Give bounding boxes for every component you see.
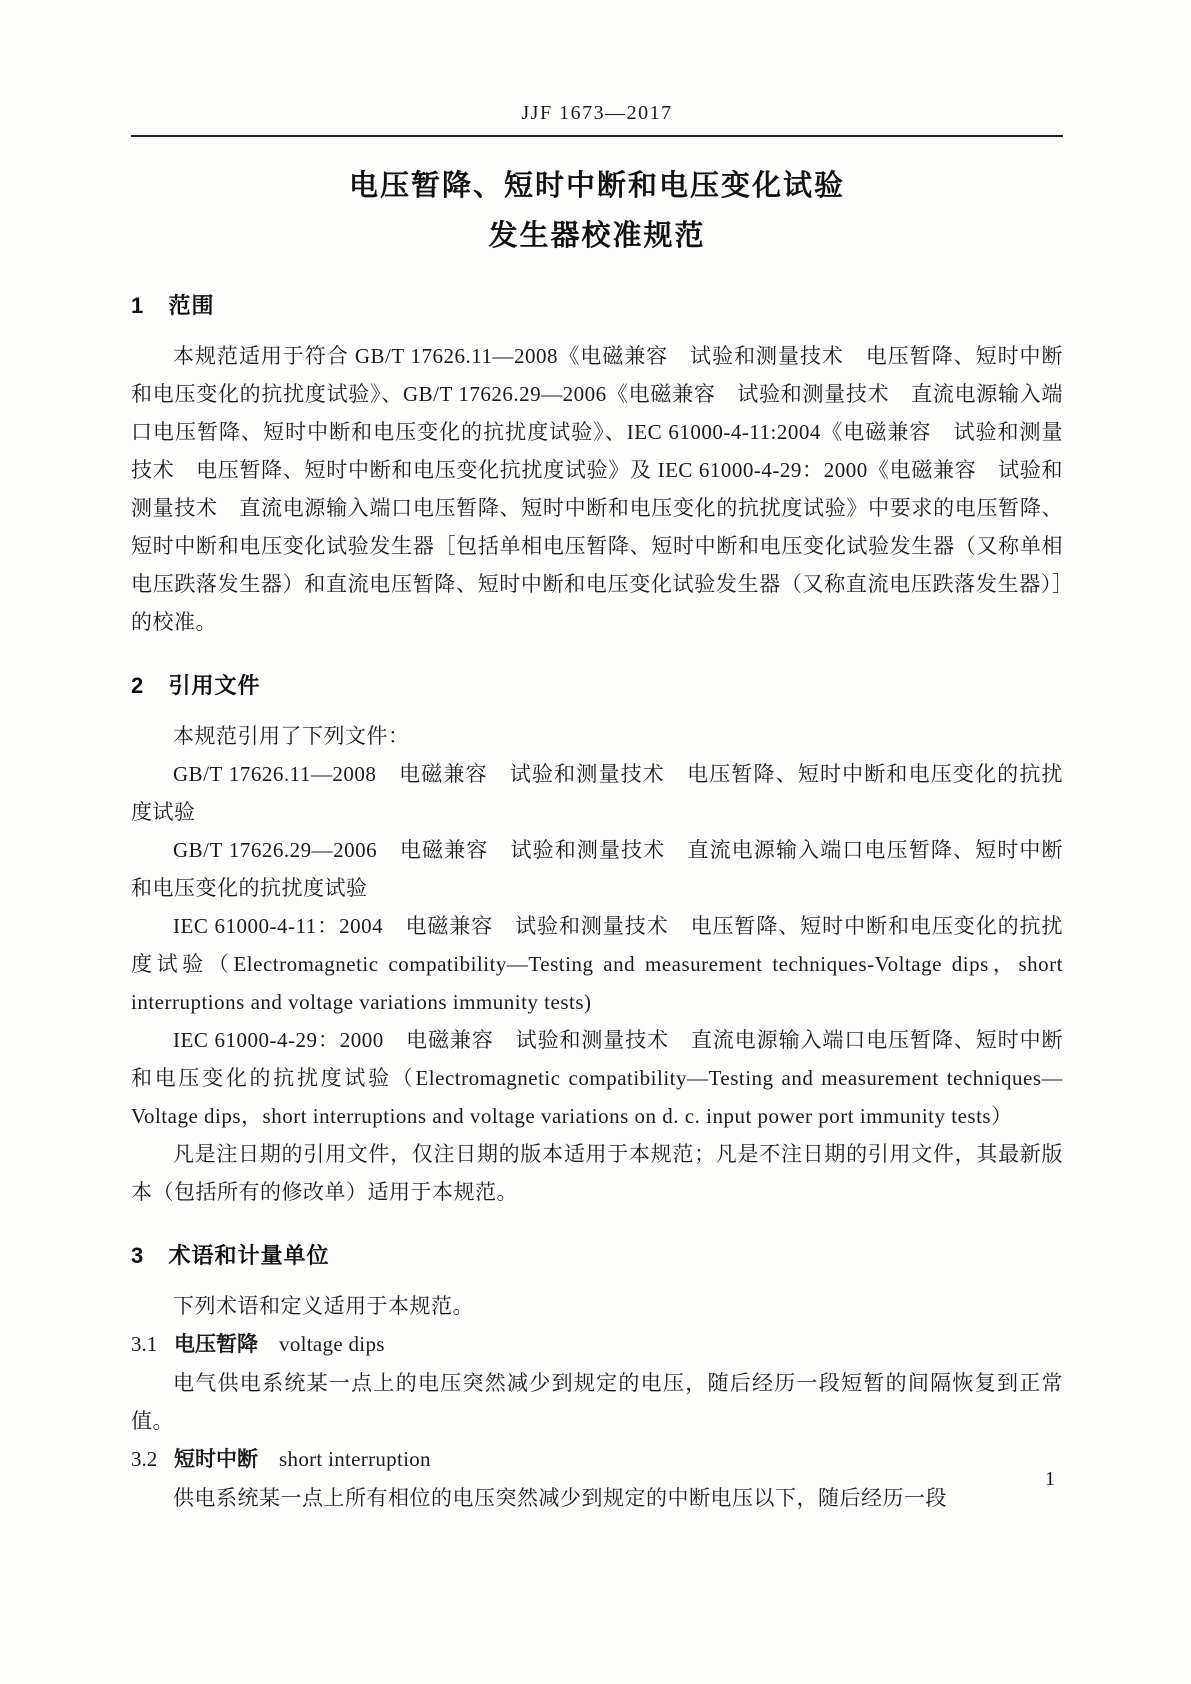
header-divider [131,135,1063,137]
standard-code: JJF 1673—2017 [521,102,673,124]
section-1-title: 范围 [168,293,215,318]
section-1-number: 1 [131,293,145,318]
reference-entry: GB/T 17626.11—2008 电磁兼容 试验和测量技术 电压暂降、短时中断和电压变化的抗扰度试验 [131,762,1063,824]
title-line-1: 电压暂降、短时中断和电压变化试验 [348,170,845,202]
term-definition: 电气供电系统某一点上的电压突然减少到规定的电压，随后经历一段短暂的间隔恢复到正常值。 [131,1371,1063,1433]
references-intro: 本规范引用了下列文件： [173,724,410,748]
section-terms [131,1241,1063,1517]
term-entry-3-1 [131,1325,1063,1364]
section-3-heading [131,1241,1063,1271]
scope-paragraph: 本规范适用于符合 GB/T 17626.11—2008《电磁兼容 试验和测量技术 电压暂降、短时中断和电压变化的抗扰度试验》、GB/T 17626.29—2006《电磁兼容 试验和测量技术 直流电源输入端口电压暂降、短时中断和电压变化的抗扰度试验》、IEC 61000-4-11:2004《电磁兼容 试验和测量技术 电压暂降、短时中断和电压变化抗扰度试验》及 IEC 61000-4-29：2000《电磁兼容 试验和测量技术 直流电源输入端口电压暂降、短时中断和电压变化的抗扰度试验》中要求的电压暂降、短时中断和电压变化试验发生器［包括单相电压暂降、短时中断和电压变化试验发生器（又称单相电压跌落发生器）和直流电压暂降、短时中断和电压变化试验发生器（又称直流电压跌落发生器）］的校准。 [131,344,1063,634]
section-3-number: 3 [131,1243,145,1268]
term-chinese: 短时中断 [174,1448,259,1471]
section-3-title: 术语和计量单位 [168,1243,330,1268]
page-number: 1 [1045,1468,1055,1490]
term-english: short interruption [279,1447,431,1471]
section-2-heading [131,671,1063,701]
section-1-heading [131,291,1063,321]
page-header [131,100,1063,137]
reference-entry: GB/T 17626.29—2006 电磁兼容 试验和测量技术 直流电源输入端口电压暂降、短时中断和电压变化的抗扰度试验 [131,838,1063,900]
term-definition: 供电系统某一点上所有相位的电压突然减少到规定的中断电压以下，随后经历一段 [173,1486,947,1510]
reference-entry: IEC 61000-4-29：2000 电磁兼容 试验和测量技术 直流电源输入端口电压暂降、短时中断和电压变化的抗扰度试验（Electromagnetic compatibility—Testing and measurement techniques—Voltage dips，short interruptions and voltage variations on d. c. input power port immunity tests） [131,1028,1063,1128]
section-scope [131,291,1063,641]
document-title [131,161,1063,261]
section-2-number: 2 [131,673,145,698]
title-line-2: 发生器校准规范 [488,220,706,252]
section-2-title: 引用文件 [168,673,261,698]
term-chinese: 电压暂降 [174,1333,259,1356]
references-dated-note: 凡是注日期的引用文件，仅注日期的版本适用于本规范；凡是不注日期的引用文件，其最新版本（包括所有的修改单）适用于本规范。 [131,1142,1063,1204]
section-references [131,671,1063,1211]
term-entry-3-2 [131,1440,1063,1479]
term-number: 3.2 [131,1447,158,1471]
terms-intro: 下列术语和定义适用于本规范。 [173,1294,474,1318]
term-english: voltage dips [279,1332,385,1356]
term-number: 3.1 [131,1332,158,1356]
reference-entry: IEC 61000-4-11：2004 电磁兼容 试验和测量技术 电压暂降、短时中断和电压变化的抗扰度试验（Electromagnetic compatibility—Testing and measurement techniques-Voltage dips，short interruptions and voltage variations immunity tests) [131,914,1063,1014]
